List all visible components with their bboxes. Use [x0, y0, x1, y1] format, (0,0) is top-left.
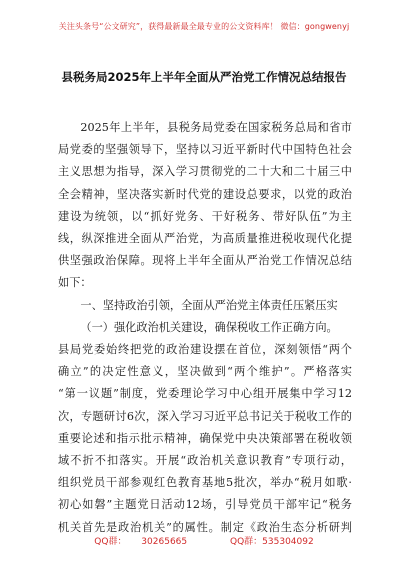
paragraph-line: 线，纵深推进全面从严治党，为高质量推进税收现代化提 [58, 232, 352, 246]
paragraph-line: 供坚强政治保障。现将上半年全面从严治党工作情况总结 [58, 254, 352, 268]
paragraph-line: 局党委的坚强领导下，坚持以习近平新时代中国特色社会 [58, 143, 352, 157]
document-body [58, 117, 352, 539]
paragraph-line: “第一议题”制度，党委理论学习中心组开展集中学习12 [58, 387, 352, 401]
paragraph-line: 组织党员干部参观红色教育基地5批次，举办“税月如歌· [58, 476, 352, 490]
paragraph-line: 确立”的决定性意义，坚决做到“两个维护”。严格落实 [58, 365, 352, 379]
paragraph-line: 主义思想为指导，深入学习贯彻党的二十大和二十届三中 [58, 165, 352, 179]
paragraph-line: 初心如磐”主题党日活动12场，引导党员干部牢记“税务 [58, 498, 352, 512]
paragraph-line: 全会精神，坚决落实新时代党的建设总要求，以党的政治 [58, 187, 352, 201]
qq-group-1: QQ群： 30265665 [94, 537, 188, 547]
document-title: 县税务局2025年上半年全面从严治党工作情况总结报告 [61, 70, 347, 84]
paragraph-line: 次，专题研讨6次，深入学习习近平总书记关于税收工作的 [58, 409, 352, 423]
promo-banner: 关注头条号“公文研究”，获得最新最全最专业的公文资料库！ 微信：gongwenyj [58, 22, 350, 31]
qq-group-2: QQ群：535304092 [230, 537, 314, 547]
paragraph-line: 建设为统领，以“抓好党务、干好税务、带好队伍”为主 [58, 209, 352, 223]
paragraph-line: 县局党委始终把党的政治建设摆在首位，深刻领悟“两个 [58, 343, 352, 357]
section-heading: 一、坚持政治引领，全面从严治党主体责任压紧压实 [80, 298, 338, 312]
footer-contacts [0, 534, 408, 547]
paragraph-line: 重要论述和指示批示精神，确保党中央决策部署在税收领 [58, 431, 352, 445]
paragraph-line: 2025年上半年，县税务局党委在国家税务总局和省市 [80, 121, 352, 134]
paragraph-line: 域不折不扣落实。开展“政治机关意识教育”专项行动， [58, 454, 352, 468]
subsection-lead: （一）强化政治机关建设，确保税收工作正确方向。 [80, 320, 338, 334]
paragraph-line: 如下： [58, 276, 92, 290]
paragraph-line: 机关首先是政治机关”的属性。制定《政治生态分析研判 [58, 520, 352, 534]
